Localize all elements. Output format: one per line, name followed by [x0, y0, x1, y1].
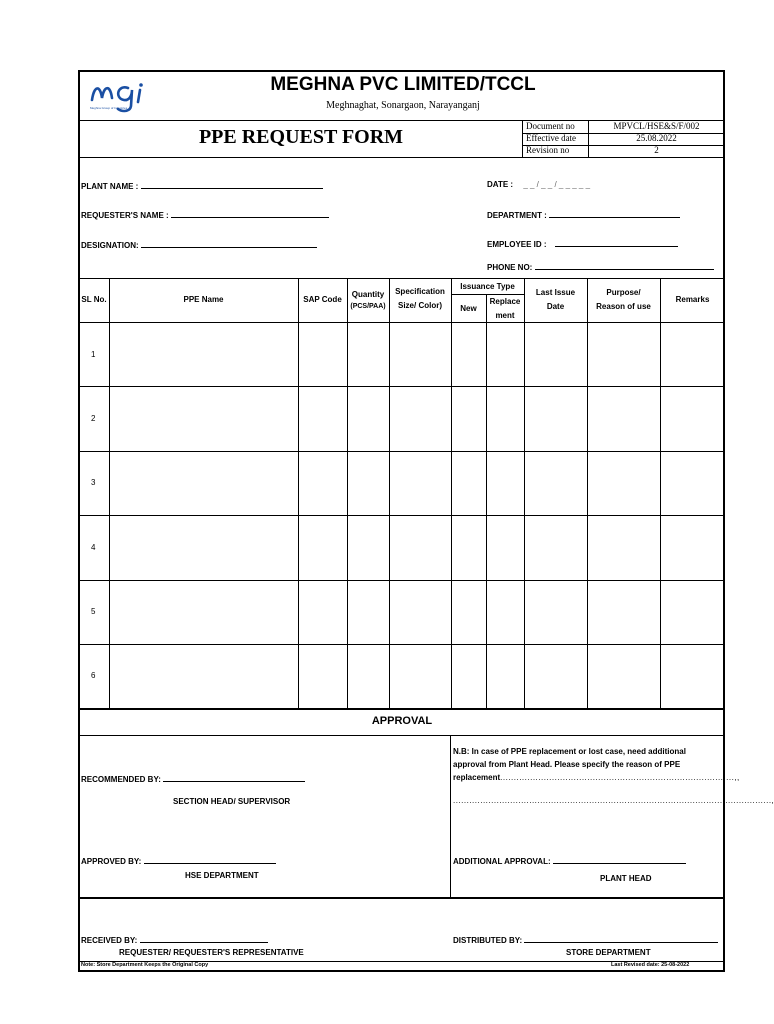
row-number-4: 4 [91, 543, 96, 552]
doc-no-value: MPVCL/HSE&S/F/002 [613, 121, 700, 131]
row-number-6: 6 [91, 671, 96, 680]
date-field[interactable] [487, 180, 590, 189]
received-by-label: RECEIVED BY: [81, 936, 138, 945]
header-last-issue-2: Date [546, 302, 565, 311]
received-by-line[interactable] [140, 934, 268, 943]
company-logo [88, 76, 158, 116]
effective-date-label: Effective date [526, 133, 577, 143]
designation-field[interactable] [81, 239, 317, 250]
additional-approval-field[interactable] [453, 855, 686, 866]
approval-center-divider [450, 735, 451, 898]
phone-no-label: PHONE NO: [487, 263, 533, 272]
recommended-by-label: RECOMMENDED BY: [81, 775, 161, 784]
doc-no-label: Document no [526, 121, 575, 131]
row-number-1: 1 [91, 350, 96, 359]
form-title: PPE REQUEST FORM [198, 126, 404, 148]
phone-no-line[interactable] [535, 261, 714, 270]
section-head-caption: SECTION HEAD/ SUPERVISOR [173, 797, 291, 806]
nb-line-3: replacement......................................................................................,, [453, 773, 740, 782]
department-label: DEPARTMENT : [487, 211, 547, 220]
replacement-reason-line[interactable]: ....................................................................................................................., [453, 796, 774, 805]
nb-line-2: approval from Plant Head. Please specify the reason of PPE [453, 760, 681, 769]
header-issuance-type: Issuance Type [460, 282, 515, 291]
nb-note [453, 745, 740, 784]
approved-by-label: APPROVED BY: [81, 857, 142, 866]
header-purpose-1: Purpose/ [606, 288, 641, 297]
revision-no-value: 2 [654, 145, 659, 155]
nb-line-1: N.B: In case of PPE replacement or lost case, need additional [453, 747, 686, 756]
header-last-issue-1: Last Issue [535, 288, 576, 297]
store-department-caption: STORE DEPARTMENT [566, 948, 651, 957]
header-purpose-2: Reason of use [596, 302, 651, 311]
row-number-3: 3 [91, 478, 96, 487]
table-bottom-border [79, 708, 725, 710]
header-new: New [460, 304, 477, 313]
plant-name-field[interactable] [81, 180, 323, 191]
recommended-by-field[interactable] [81, 773, 305, 784]
header-sl-no: SL No. [81, 295, 107, 304]
requester-name-line[interactable] [171, 209, 329, 218]
designation-line[interactable] [141, 239, 317, 248]
requester-representative-caption: REQUESTER/ REQUESTER'S REPRESENTATIVE [119, 948, 304, 957]
table-top-border [79, 278, 725, 279]
employee-id-line[interactable] [555, 238, 678, 247]
requester-name-field[interactable] [81, 209, 329, 220]
footer-note: Note: Store Department Keeps the Original Copy [81, 962, 209, 968]
date-placeholder[interactable]: _ _ / _ _ / _ _ _ _ _ [523, 180, 591, 189]
designation-label: DESIGNATION: [81, 241, 139, 250]
header-quantity-unit: (PCS/PAA) [350, 303, 386, 310]
form-frame [78, 70, 774, 972]
row-number-2: 2 [91, 414, 96, 423]
header-specification-sub: Size/ Color) [397, 301, 442, 310]
approved-by-field[interactable] [81, 855, 276, 866]
hse-department-caption: HSE DEPARTMENT [185, 871, 259, 880]
employee-id-label: EMPLOYEE ID : [487, 240, 547, 249]
nb-line-3-text: replacement [453, 773, 501, 782]
revision-no-label: Revision no [526, 145, 570, 155]
employee-id-field[interactable] [487, 238, 678, 249]
company-name: MEGHNA PVC LIMITED/TCCL [270, 74, 536, 95]
department-field[interactable] [487, 209, 680, 220]
effective-date-value: 25.08.2022 [636, 133, 677, 143]
approval-title: APPROVAL [371, 715, 433, 727]
plant-name-line[interactable] [141, 180, 323, 189]
recommended-by-line[interactable] [163, 773, 305, 782]
header-replacement-1: Replace [489, 297, 521, 306]
header-sap-code: SAP Code [303, 295, 342, 304]
title-divider [79, 157, 725, 158]
company-address: Meghnaghat, Sonargaon, Narayanganj [326, 100, 480, 111]
header-quantity: Quantity [351, 290, 385, 299]
last-revised-date: Last Revised date: 25-08-2022 [611, 962, 690, 968]
header-ppe-name: PPE Name [183, 295, 224, 304]
table-header-bottom [79, 322, 725, 323]
approved-by-line[interactable] [144, 855, 276, 864]
phone-no-field[interactable] [487, 261, 714, 272]
plant-name-label: PLANT NAME : [81, 182, 139, 191]
logo-tagline: Meghna Group of Industries [90, 106, 128, 110]
mgi-logo-icon [88, 76, 158, 116]
date-label: DATE : [487, 180, 514, 189]
distributed-by-field[interactable] [453, 934, 718, 945]
header-specification: Specification [395, 287, 445, 296]
additional-approval-label: ADDITIONAL APPROVAL: [453, 857, 551, 866]
plant-head-caption: PLANT HEAD [600, 874, 652, 883]
department-line[interactable] [549, 209, 680, 218]
row-number-5: 5 [91, 607, 96, 616]
received-by-field[interactable] [81, 934, 268, 945]
requester-name-label: REQUESTER'S NAME : [81, 211, 169, 220]
additional-approval-line[interactable] [553, 855, 686, 864]
header-remarks: Remarks [675, 295, 710, 304]
distributed-by-label: DISTRIBUTED BY: [453, 936, 523, 945]
header-replacement-2: ment [495, 311, 515, 320]
distributed-by-line[interactable] [524, 934, 718, 943]
